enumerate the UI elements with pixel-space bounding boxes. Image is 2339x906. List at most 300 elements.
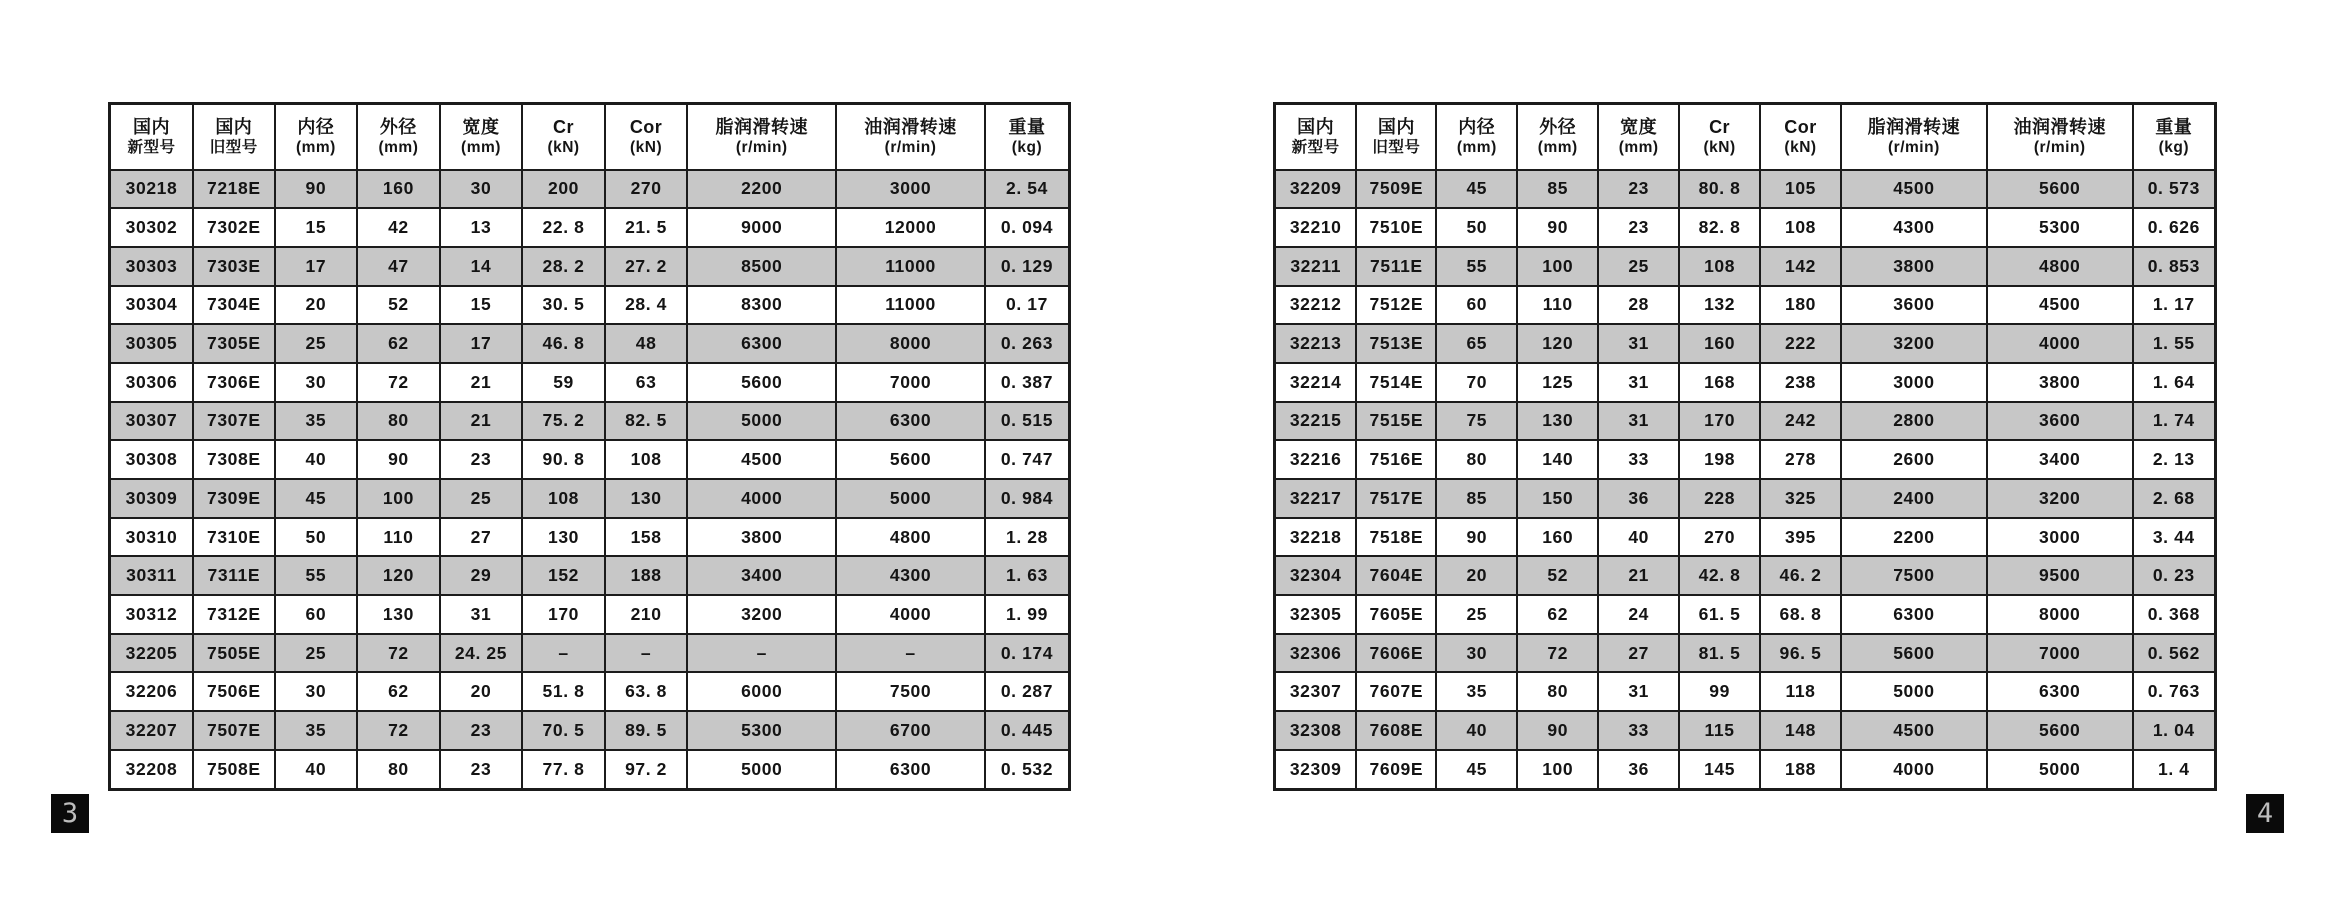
table-cell: 1. 74	[2133, 402, 2216, 441]
table-cell: 32213	[1275, 324, 1357, 363]
table-cell: 28. 4	[605, 286, 688, 325]
table-cell: 278	[1760, 440, 1841, 479]
table-cell: 65	[1436, 324, 1517, 363]
table-cell: 30218	[110, 170, 194, 209]
table-cell: 32205	[110, 634, 194, 673]
table-cell: 7508E	[193, 750, 275, 790]
table-cell: 105	[1760, 170, 1841, 209]
table-cell: 30303	[110, 247, 194, 286]
table-cell: 6300	[687, 324, 836, 363]
table-cell: 4500	[1841, 170, 1987, 209]
table-cell: 1. 28	[985, 518, 1070, 557]
table-cell: 23	[440, 711, 523, 750]
table-cell: 7500	[1841, 556, 1987, 595]
table-cell: 7000	[1987, 634, 2133, 673]
table-row	[110, 634, 1070, 673]
table-cell: 23	[1598, 208, 1679, 247]
table-cell: 90	[1517, 208, 1598, 247]
table-cell: 6300	[836, 402, 985, 441]
table-cell: 36	[1598, 479, 1679, 518]
table-body	[110, 170, 1070, 790]
table-cell: 7303E	[193, 247, 275, 286]
table-cell: 9500	[1987, 556, 2133, 595]
table-cell: 2600	[1841, 440, 1987, 479]
table-cell: 4000	[687, 479, 836, 518]
table-cell: 48	[605, 324, 688, 363]
table-cell: 7500	[836, 672, 985, 711]
table-cell: 120	[1517, 324, 1598, 363]
table-cell: 23	[1598, 170, 1679, 209]
table-cell: 32215	[1275, 402, 1357, 441]
table-row	[110, 363, 1070, 402]
table-cell: 85	[1517, 170, 1598, 209]
table-cell: 3800	[1987, 363, 2133, 402]
column-header: 国内 新型号	[110, 104, 194, 170]
table-cell: 5600	[1987, 711, 2133, 750]
table-row	[1275, 440, 2216, 479]
table-cell: 4300	[836, 556, 985, 595]
column-header: Cor (kN)	[1760, 104, 1841, 170]
table-cell: 8000	[836, 324, 985, 363]
table-cell: 24	[1598, 595, 1679, 634]
table-cell: 5000	[687, 750, 836, 790]
table-cell: 3200	[1987, 479, 2133, 518]
table-row	[1275, 479, 2216, 518]
table-cell: 7304E	[193, 286, 275, 325]
table-cell: 115	[1679, 711, 1760, 750]
table-row	[110, 247, 1070, 286]
table-cell: 75. 2	[522, 402, 605, 441]
table-cell: 72	[1517, 634, 1598, 673]
table-cell: 23	[440, 440, 523, 479]
table-cell: 130	[1517, 402, 1598, 441]
table-cell: 0. 094	[985, 208, 1070, 247]
table-cell: 130	[605, 479, 688, 518]
table-cell: 150	[1517, 479, 1598, 518]
table-cell: 32217	[1275, 479, 1357, 518]
table-cell: 4800	[1987, 247, 2133, 286]
table-header	[1275, 104, 2216, 170]
table-cell: 120	[357, 556, 440, 595]
table-cell: 0. 387	[985, 363, 1070, 402]
table-cell: 3600	[1841, 286, 1987, 325]
table-cell: 27	[440, 518, 523, 557]
table-cell: 200	[522, 170, 605, 209]
table-cell: 108	[522, 479, 605, 518]
table-cell: 9000	[687, 208, 836, 247]
table-cell: 51. 8	[522, 672, 605, 711]
table-cell: 32305	[1275, 595, 1357, 634]
table-cell: 32307	[1275, 672, 1357, 711]
table-row	[1275, 286, 2216, 325]
table-cell: 90	[1517, 711, 1598, 750]
table-row	[1275, 750, 2216, 790]
table-cell: 3200	[687, 595, 836, 634]
table-cell: 8300	[687, 286, 836, 325]
table-cell: 32212	[1275, 286, 1357, 325]
table-cell: 24. 25	[440, 634, 523, 673]
table-cell: –	[687, 634, 836, 673]
table-cell: 60	[275, 595, 358, 634]
table-cell: 6300	[1841, 595, 1987, 634]
table-cell: 30312	[110, 595, 194, 634]
table-cell: 30	[275, 363, 358, 402]
table-cell: 1. 04	[2133, 711, 2216, 750]
table-cell: 80	[1517, 672, 1598, 711]
column-header: Cor (kN)	[605, 104, 688, 170]
table-cell: 7218E	[193, 170, 275, 209]
table-cell: 40	[275, 440, 358, 479]
table-cell: 90	[275, 170, 358, 209]
table-cell: 14	[440, 247, 523, 286]
table-cell: 32206	[110, 672, 194, 711]
table-cell: 140	[1517, 440, 1598, 479]
table-cell: 0. 23	[2133, 556, 2216, 595]
table-cell: 148	[1760, 711, 1841, 750]
table-cell: 90	[357, 440, 440, 479]
table-cell: 25	[1436, 595, 1517, 634]
column-header: 外径 (mm)	[1517, 104, 1598, 170]
table-cell: 2. 13	[2133, 440, 2216, 479]
table-row	[1275, 634, 2216, 673]
column-header: 宽度 (mm)	[1598, 104, 1679, 170]
table-cell: 108	[1760, 208, 1841, 247]
table-cell: 7309E	[193, 479, 275, 518]
table-cell: 8500	[687, 247, 836, 286]
table-cell: 25	[440, 479, 523, 518]
table-cell: 7515E	[1356, 402, 1436, 441]
table-cell: 0. 174	[985, 634, 1070, 673]
table-row	[1275, 595, 2216, 634]
table-row	[110, 711, 1070, 750]
table-cell: 72	[357, 711, 440, 750]
table-cell: 170	[1679, 402, 1760, 441]
table-row	[110, 672, 1070, 711]
table-cell: 30	[440, 170, 523, 209]
table-cell: 20	[1436, 556, 1517, 595]
table-cell: 0. 129	[985, 247, 1070, 286]
table-cell: 21	[440, 363, 523, 402]
table-cell: 5300	[687, 711, 836, 750]
table-cell: 17	[440, 324, 523, 363]
table-cell: 170	[522, 595, 605, 634]
table-cell: 158	[605, 518, 688, 557]
table-cell: 100	[357, 479, 440, 518]
table-cell: 270	[1679, 518, 1760, 557]
table-cell: 1. 4	[2133, 750, 2216, 790]
table-cell: 12000	[836, 208, 985, 247]
table-cell: 1. 99	[985, 595, 1070, 634]
table-cell: 50	[275, 518, 358, 557]
table-cell: –	[605, 634, 688, 673]
table-cell: 30307	[110, 402, 194, 441]
table-cell: 35	[275, 711, 358, 750]
table-cell: 7506E	[193, 672, 275, 711]
table-cell: 80	[357, 402, 440, 441]
table-cell: 180	[1760, 286, 1841, 325]
table-cell: 7518E	[1356, 518, 1436, 557]
table-cell: 15	[440, 286, 523, 325]
table-cell: 40	[1598, 518, 1679, 557]
table-cell: 0. 626	[2133, 208, 2216, 247]
table-cell: 61. 5	[1679, 595, 1760, 634]
table-cell: 210	[605, 595, 688, 634]
table-body	[1275, 170, 2216, 790]
table-cell: 30305	[110, 324, 194, 363]
table-cell: 32308	[1275, 711, 1357, 750]
table-row	[1275, 170, 2216, 209]
table-row	[1275, 363, 2216, 402]
table-cell: 5000	[1841, 672, 1987, 711]
table-cell: 68. 8	[1760, 595, 1841, 634]
table-row	[110, 324, 1070, 363]
table-cell: 5000	[687, 402, 836, 441]
table-cell: 15	[275, 208, 358, 247]
table-cell: 3800	[687, 518, 836, 557]
table-cell: 5300	[1987, 208, 2133, 247]
column-header: 国内 旧型号	[1356, 104, 1436, 170]
table-cell: 4300	[1841, 208, 1987, 247]
table-cell: 89. 5	[605, 711, 688, 750]
table-cell: 0. 573	[2133, 170, 2216, 209]
table-cell: 7509E	[1356, 170, 1436, 209]
bearing-table-page-3	[108, 102, 1071, 791]
table-cell: 100	[1517, 247, 1598, 286]
table-cell: 42. 8	[1679, 556, 1760, 595]
table-cell: 6000	[687, 672, 836, 711]
table-cell: 395	[1760, 518, 1841, 557]
table-cell: 7312E	[193, 595, 275, 634]
table-cell: 60	[1436, 286, 1517, 325]
table-cell: 5000	[1987, 750, 2133, 790]
table-cell: 7511E	[1356, 247, 1436, 286]
table-cell: 75	[1436, 402, 1517, 441]
table-row	[1275, 518, 2216, 557]
table-cell: 82. 5	[605, 402, 688, 441]
table-cell: 11000	[836, 247, 985, 286]
table-cell: 4000	[1987, 324, 2133, 363]
table-row	[110, 518, 1070, 557]
table-cell: 30302	[110, 208, 194, 247]
table-cell: 7609E	[1356, 750, 1436, 790]
table-cell: 30. 5	[522, 286, 605, 325]
table-cell: 152	[522, 556, 605, 595]
table-cell: 35	[275, 402, 358, 441]
table-cell: 27	[1598, 634, 1679, 673]
table-cell: 7512E	[1356, 286, 1436, 325]
table-cell: 55	[1436, 247, 1517, 286]
table-cell: 1. 63	[985, 556, 1070, 595]
table-cell: 40	[275, 750, 358, 790]
table-cell: 5600	[687, 363, 836, 402]
table-cell: 2200	[1841, 518, 1987, 557]
table-cell: 31	[1598, 363, 1679, 402]
column-header: 油润滑转速 (r/min)	[1987, 104, 2133, 170]
table-cell: 97. 2	[605, 750, 688, 790]
table-cell: 198	[1679, 440, 1760, 479]
column-header: 内径 (mm)	[275, 104, 358, 170]
table-cell: 228	[1679, 479, 1760, 518]
table-cell: 168	[1679, 363, 1760, 402]
table-cell: 35	[1436, 672, 1517, 711]
table-cell: 11000	[836, 286, 985, 325]
table-cell: 31	[1598, 402, 1679, 441]
table-row	[110, 440, 1070, 479]
table-cell: 32218	[1275, 518, 1357, 557]
table-row	[1275, 402, 2216, 441]
table-cell: 31	[1598, 324, 1679, 363]
table-cell: 5600	[1987, 170, 2133, 209]
table-cell: 52	[1517, 556, 1598, 595]
table-cell: 7302E	[193, 208, 275, 247]
table-cell: 99	[1679, 672, 1760, 711]
table-cell: 30311	[110, 556, 194, 595]
table-cell: 13	[440, 208, 523, 247]
table-cell: 82. 8	[1679, 208, 1760, 247]
table-cell: 31	[440, 595, 523, 634]
table-cell: 6700	[836, 711, 985, 750]
table-cell: 0. 562	[2133, 634, 2216, 673]
table-cell: 4800	[836, 518, 985, 557]
table-cell: 160	[1679, 324, 1760, 363]
table-cell: 0. 445	[985, 711, 1070, 750]
column-header: 脂润滑转速 (r/min)	[1841, 104, 1987, 170]
table-cell: 96. 5	[1760, 634, 1841, 673]
table-row	[110, 750, 1070, 790]
table-cell: 132	[1679, 286, 1760, 325]
table-cell: –	[522, 634, 605, 673]
table-cell: 110	[1517, 286, 1598, 325]
table-cell: 20	[275, 286, 358, 325]
table-cell: 72	[357, 363, 440, 402]
table-cell: 59	[522, 363, 605, 402]
table-cell: 30306	[110, 363, 194, 402]
column-header: Cr (kN)	[1679, 104, 1760, 170]
table-cell: 3400	[687, 556, 836, 595]
table-cell: 3400	[1987, 440, 2133, 479]
table-row	[1275, 556, 2216, 595]
table-cell: 6300	[836, 750, 985, 790]
table-row	[110, 286, 1070, 325]
table-cell: 238	[1760, 363, 1841, 402]
table-cell: 2200	[687, 170, 836, 209]
table-cell: 25	[275, 634, 358, 673]
table-cell: 3600	[1987, 402, 2133, 441]
table-row	[1275, 324, 2216, 363]
table-cell: 4500	[1841, 711, 1987, 750]
table-cell: 0. 984	[985, 479, 1070, 518]
table-cell: 5600	[836, 440, 985, 479]
table-cell: 32209	[1275, 170, 1357, 209]
table-cell: 32207	[110, 711, 194, 750]
column-header: 脂润滑转速 (r/min)	[687, 104, 836, 170]
table-cell: 1. 55	[2133, 324, 2216, 363]
table-cell: 70	[1436, 363, 1517, 402]
table-cell: 85	[1436, 479, 1517, 518]
table-cell: 20	[440, 672, 523, 711]
table-cell: 62	[357, 324, 440, 363]
table-cell: 3000	[1841, 363, 1987, 402]
table-cell: 7510E	[1356, 208, 1436, 247]
column-header: 宽度 (mm)	[440, 104, 523, 170]
table-cell: 4000	[836, 595, 985, 634]
table-cell: 0. 532	[985, 750, 1070, 790]
table-cell: 0. 515	[985, 402, 1070, 441]
table-cell: 7516E	[1356, 440, 1436, 479]
table-cell: 21	[1598, 556, 1679, 595]
table-cell: 52	[357, 286, 440, 325]
table-cell: 3000	[1987, 518, 2133, 557]
table-cell: 188	[605, 556, 688, 595]
table-cell: 17	[275, 247, 358, 286]
column-header: 油润滑转速 (r/min)	[836, 104, 985, 170]
table-row	[110, 556, 1070, 595]
table-row	[110, 208, 1070, 247]
table-cell: 77. 8	[522, 750, 605, 790]
page-number-left: 3	[51, 794, 89, 833]
table-row	[1275, 672, 2216, 711]
table-cell: 90. 8	[522, 440, 605, 479]
table-row	[1275, 247, 2216, 286]
table-cell: 0. 747	[985, 440, 1070, 479]
table-cell: 80. 8	[1679, 170, 1760, 209]
table-cell: 222	[1760, 324, 1841, 363]
table-cell: 7311E	[193, 556, 275, 595]
table-header	[110, 104, 1070, 170]
table-cell: 90	[1436, 518, 1517, 557]
table-cell: 32211	[1275, 247, 1357, 286]
table-cell: 4500	[687, 440, 836, 479]
table-cell: 6300	[1987, 672, 2133, 711]
column-header: 重量 (kg)	[985, 104, 1070, 170]
table-cell: 30310	[110, 518, 194, 557]
table-cell: 3200	[1841, 324, 1987, 363]
table-cell: 21. 5	[605, 208, 688, 247]
table-cell: 63	[605, 363, 688, 402]
table-cell: 7505E	[193, 634, 275, 673]
table-cell: 7308E	[193, 440, 275, 479]
table-cell: 160	[1517, 518, 1598, 557]
table-cell: 2800	[1841, 402, 1987, 441]
table-row	[110, 595, 1070, 634]
table-cell: 7606E	[1356, 634, 1436, 673]
table-cell: 100	[1517, 750, 1598, 790]
table-cell: 7608E	[1356, 711, 1436, 750]
table-cell: 270	[605, 170, 688, 209]
table-cell: 36	[1598, 750, 1679, 790]
table-cell: 3800	[1841, 247, 1987, 286]
table-cell: 45	[1436, 170, 1517, 209]
table-cell: 110	[357, 518, 440, 557]
table-cell: 4500	[1987, 286, 2133, 325]
page-number-right: 4	[2246, 794, 2284, 833]
table-cell: 25	[1598, 247, 1679, 286]
table-cell: 7514E	[1356, 363, 1436, 402]
table-cell: 145	[1679, 750, 1760, 790]
table-cell: 160	[357, 170, 440, 209]
table-cell: 325	[1760, 479, 1841, 518]
table-cell: 7310E	[193, 518, 275, 557]
table-cell: 7507E	[193, 711, 275, 750]
table-cell: 30304	[110, 286, 194, 325]
table-cell: 7305E	[193, 324, 275, 363]
table-cell: 47	[357, 247, 440, 286]
bearing-spec-table	[108, 102, 1071, 791]
table-cell: 55	[275, 556, 358, 595]
table-cell: 188	[1760, 750, 1841, 790]
table-row	[110, 402, 1070, 441]
table-cell: 27. 2	[605, 247, 688, 286]
